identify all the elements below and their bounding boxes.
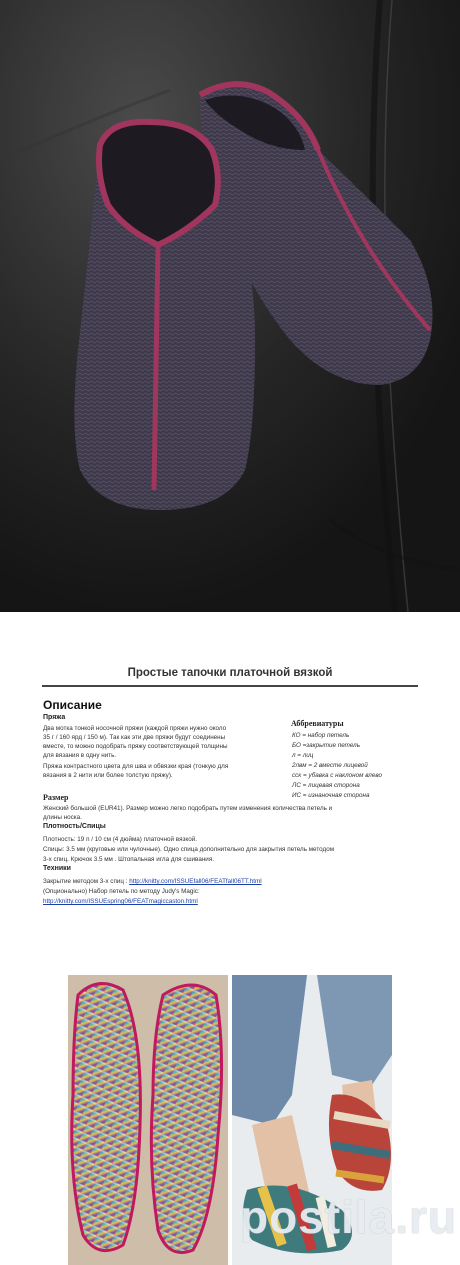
magic-caston-link[interactable]: http://knitty.com/ISSUEspring06/FEATmagiccaston.html (43, 898, 198, 905)
title-divider (42, 685, 418, 687)
gauge-heading: Плотность/Спицы (43, 823, 106, 830)
techniques-line-1-prefix: Закрытие методом 3-х спиц : (43, 878, 130, 885)
abbr-item: КО = набор петель (292, 732, 350, 739)
document-title: Простые тапочки платочной вязкой (127, 667, 333, 679)
top-slippers-photo (0, 0, 460, 612)
size-heading: Размер (43, 793, 69, 802)
techniques-line-3 (43, 897, 198, 906)
abbr-item: сск = убавка с наклоном влево (292, 772, 382, 779)
yarn-line-3: вместе, то можно подобрать пряжу соответствующей толщины (43, 743, 228, 750)
abbr-item: БО =закрытие петель (292, 742, 361, 749)
size-line-2: длины носка. (43, 814, 82, 821)
yarn-line-6: вязания в 2 нити или более толстую пряжу). (43, 772, 173, 779)
yarn-line-1: Два мотка тонкой носочной пряжи (каждой пряжи нужно около (43, 725, 227, 732)
abbr-item: 2лвм = 2 вместе лицевой (292, 762, 368, 769)
soles-photo (68, 975, 228, 1265)
three-needle-bindoff-link[interactable]: http://knitty.com/ISSUEfall06/FEATfall06TT.html (129, 878, 262, 885)
techniques-heading: Техники (43, 865, 71, 872)
section-title: Описание (43, 698, 102, 712)
gauge-line-2: Спицы: 3.5 мм (круговые или чулочные). Одно спица дополнительно для закрытия петель методом (43, 846, 335, 853)
yarn-line-5: Пряжа контрастного цвета для шва и обвязки края (тонкую для (43, 763, 229, 770)
yarn-heading: Пряжа (43, 714, 66, 721)
abbr-item: ЛС = лицевая сторона (292, 782, 360, 789)
techniques-line-1 (43, 877, 262, 886)
bottom-photos (0, 972, 460, 1265)
soles-illustration (68, 975, 228, 1265)
yarn-line-2: 35 г / 160 ярд / 150 м). Так как эти две пряжи будут соединены (43, 734, 226, 741)
abbr-item: л = лиц (292, 752, 314, 759)
abbreviations-heading: Аббревиатуры (291, 719, 344, 728)
yarn-line-4: для вязания в одну нить. (43, 752, 117, 759)
pattern-document (0, 612, 460, 952)
gauge-line-3: 3-х спиц. Крючок 3.5 мм . Штопальная игла для сшивания. (43, 856, 214, 863)
slippers-illustration (0, 0, 460, 612)
size-line-1: Женский большой (EUR41). Размер можно легко подобрать путем изменения количества петель и (43, 805, 333, 812)
gauge-line-1: Плотность: 19 п / 10 см (4 дюйма) платочной вязкой. (43, 836, 197, 843)
abbr-item: ИС = изнаночная сторона (292, 792, 370, 799)
techniques-line-2: (Опционально) Набор петель по методу Judy's Magic: (43, 888, 200, 895)
watermark: postila.ru (240, 1191, 458, 1243)
